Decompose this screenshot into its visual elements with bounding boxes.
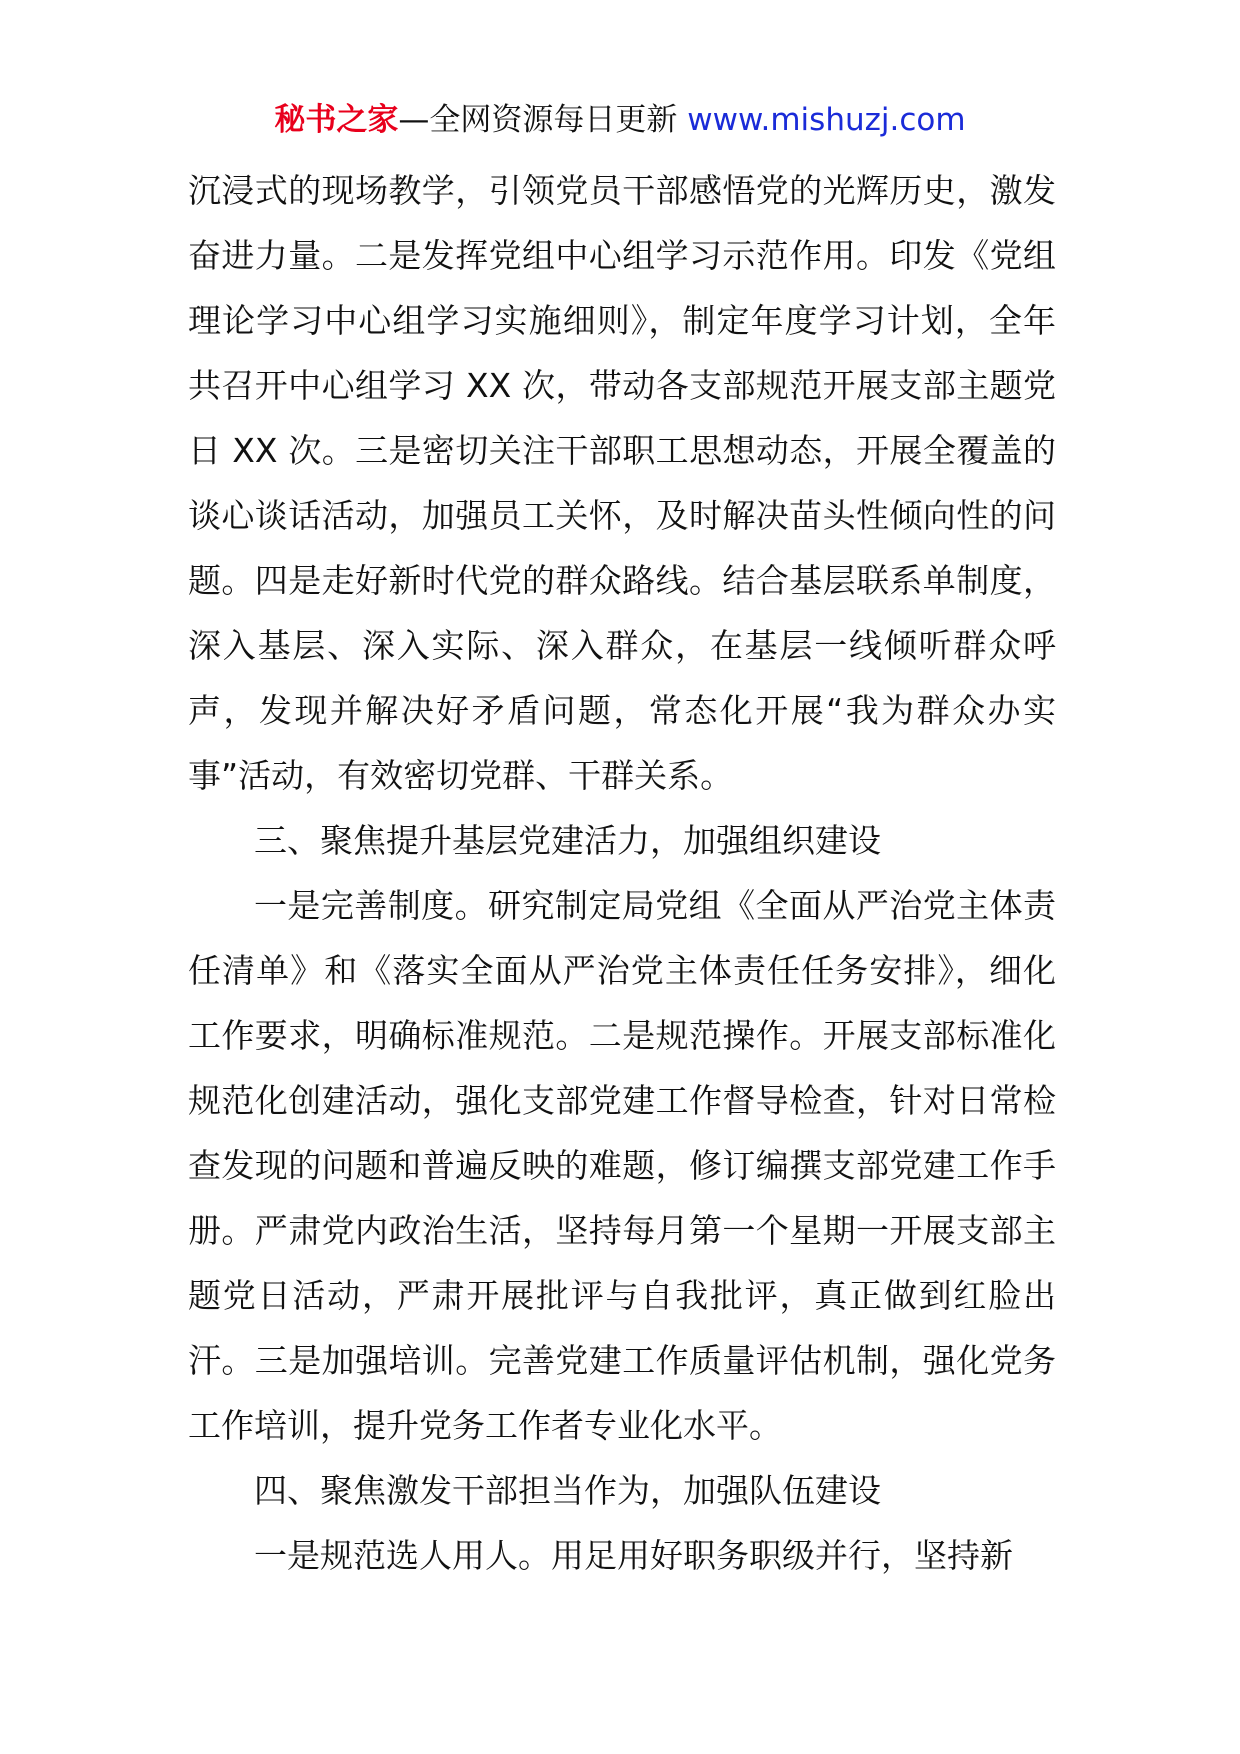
document-body xyxy=(188,158,1056,1588)
site-brand: 秘书之家 xyxy=(274,102,399,138)
site-tagline: —全网资源每日更新 xyxy=(398,102,688,138)
paragraph-section-4: 一是规范选人用人。用足用好职务职级并行，坚持新 xyxy=(254,1536,1013,1575)
section-heading-4: 四、聚焦激发干部担当作为，加强队伍建设 xyxy=(254,1471,881,1510)
paragraph-continued: 沉浸式的现场教学，引领党员干部感悟党的光辉历史，激发奋进力量。二是发挥党组中心组学习示范作用。印发《党组理论学习中心组学习实施细则》，制定年度学习计划，全年共召开中心组学习 XX 次，带动各支部规范开展支部主题党日 XX 次。三是密切关注干部职工思想动态，开展全覆盖的谈心谈话活动，加强员工关怀，及时解决苗头性倾向性的问题。四是走好新时代党的群众路线。结合基层联系单制度，深入基层、深入实际、深入群众，在基层一线倾听群众呼声，发现并解决好矛盾问题，常态化开展“我为群众办实事”活动，有效密切党群、干群关系。 xyxy=(188,171,1056,795)
paragraph-section-3: 一是完善制度。研究制定局党组《全面从严治党主体责任清单》和《落实全面从严治党主体责任任务安排》，细化工作要求，明确标准规范。二是规范操作。开展支部标准化规范化创建活动，强化支部党建工作督导检查，针对日常检查发现的问题和普遍反映的难题，修订编撰支部党建工作手册。严肃党内政治生活，坚持每月第一个星期一开展支部主题党日活动，严肃开展批评与自我批评，真正做到红脸出汗。三是加强培训。完善党建工作质量评估机制，强化党务工作培训，提升党务工作者专业化水平。 xyxy=(188,886,1056,1445)
section-heading-3: 三、聚焦提升基层党建活力，加强组织建设 xyxy=(254,821,881,860)
site-url-link[interactable]: www.mishuzj.com xyxy=(687,102,966,138)
page-header xyxy=(0,100,1240,140)
